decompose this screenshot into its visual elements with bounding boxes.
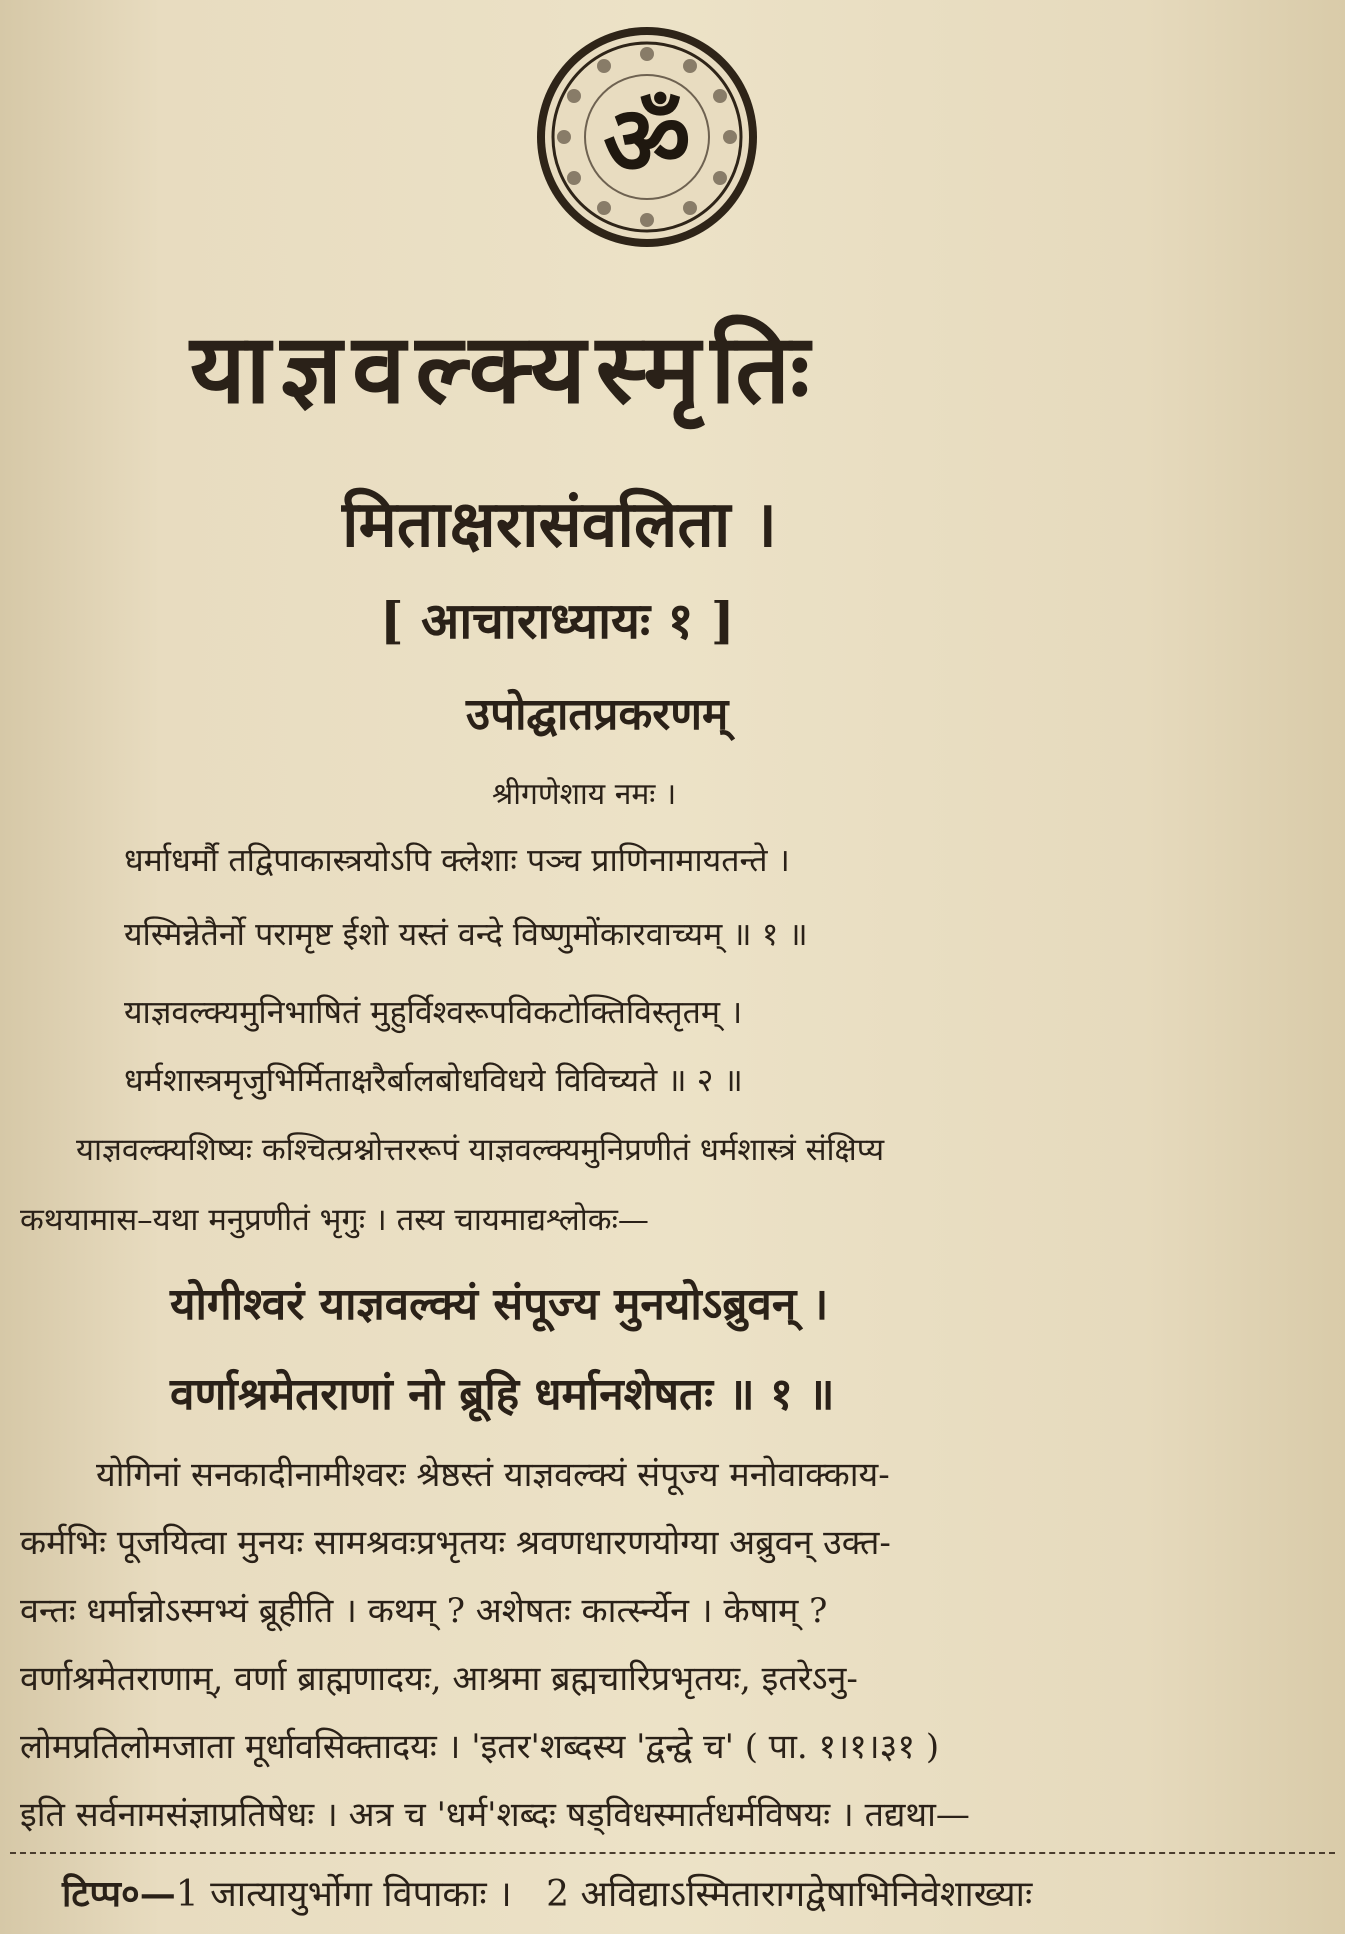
section-heading: उपोद्घातप्रकरणम् (466, 689, 729, 740)
intro-prose-line: कथयामास–यथा मनुप्रणीतं भृगुः । तस्य चायमाद्यश्लोकः— (20, 1202, 649, 1238)
commentary-line: लोमप्रतिलोमजाता मूर्धावसिक्तादयः । 'इतर'शब्दस्य 'द्वन्द्वे च' ( पा. १।१।३१ ) (20, 1727, 940, 1767)
mangala-verse-line: याज्ञवल्क्यमुनिभाषितं मुहुर्विश्वरूपविकटोक्तिविस्तृतम् । (124, 993, 743, 1031)
commentary-line: योगिनां सनकादीनामीश्वरः श्रेष्ठस्तं याज्ञवल्क्यं संपूज्य मनोवाक्काय- (96, 1455, 890, 1495)
commentary-line: वन्तः धर्मान्नोऽस्मभ्यं ब्रूहीति । कथम् ? अशेषतः कार्त्स्न्येन । केषाम् ? (20, 1591, 828, 1631)
om-emblem (532, 22, 762, 252)
om-symbol: ॐ (603, 85, 691, 197)
chapter-heading: [ आचाराध्यायः १ ] (380, 591, 735, 650)
intro-prose-line: याज्ञवल्क्यशिष्यः कश्चित्प्रश्नोत्तररूपं याज्ञवल्क्यमुनिप्रणीतं धर्मशास्त्रं संक्षिप्य (76, 1132, 885, 1168)
footnote-2: 2 अविद्याऽस्मितारागद्वेषाभिनिवेशाख्याः (546, 1874, 1033, 1915)
footnote-divider (10, 1852, 1335, 1854)
commentary-line: इति सर्वनामसंज्ञाप्रतिषेधः । अत्र च 'धर्म'शब्दः षड्विधस्मार्तधर्मविषयः । तद्यथा— (20, 1795, 970, 1835)
subtitle: मिताक्षरासंवलिता । (342, 487, 777, 562)
footnote-label: टिप्प०— (62, 1873, 176, 1915)
main-verse-line: वर्णाश्रमेतराणां नो ब्रूहि धर्मानशेषतः ॥ १ ॥ (170, 1369, 835, 1420)
mangala-verse-line: धर्मशास्त्रमृजुभिर्मिताक्षरैर्बालबोधविधये विविच्यते ॥ २ ॥ (124, 1061, 743, 1099)
commentary-line: कर्मभिः पूजयित्वा मुनयः सामश्रवःप्रभृतयः श्रवणधारणयोग्या अब्रुवन् उक्त- (20, 1523, 891, 1563)
invocation: श्रीगणेशाय नमः । (492, 777, 677, 812)
mangala-verse-line: धर्माधर्मौ तद्विपाकास्त्रयोऽपि क्लेशाः पञ्च प्राणिनामायतन्ते । (124, 841, 790, 879)
footnote (62, 1868, 1032, 1917)
commentary-line: वर्णाश्रमेतराणाम्, वर्णा ब्राह्मणादयः, आश्रमा ब्रह्मचारिप्रभृतयः, इतरेऽनु- (20, 1659, 858, 1699)
page-title: याज्ञवल्क्यस्मृतिः (190, 312, 820, 425)
mangala-verse-line: यस्मिन्नेतैर्नो परामृष्ट ईशो यस्तं वन्दे विष्णुमोंकारवाच्यम् ॥ १ ॥ (124, 915, 808, 953)
footnote-1: 1 जात्यायुर्भोगा विपाकाः । (175, 1874, 512, 1915)
main-verse-line: योगीश्वरं याज्ञवल्क्यं संपूज्य मुनयोऽब्रुवन् । (170, 1279, 829, 1330)
